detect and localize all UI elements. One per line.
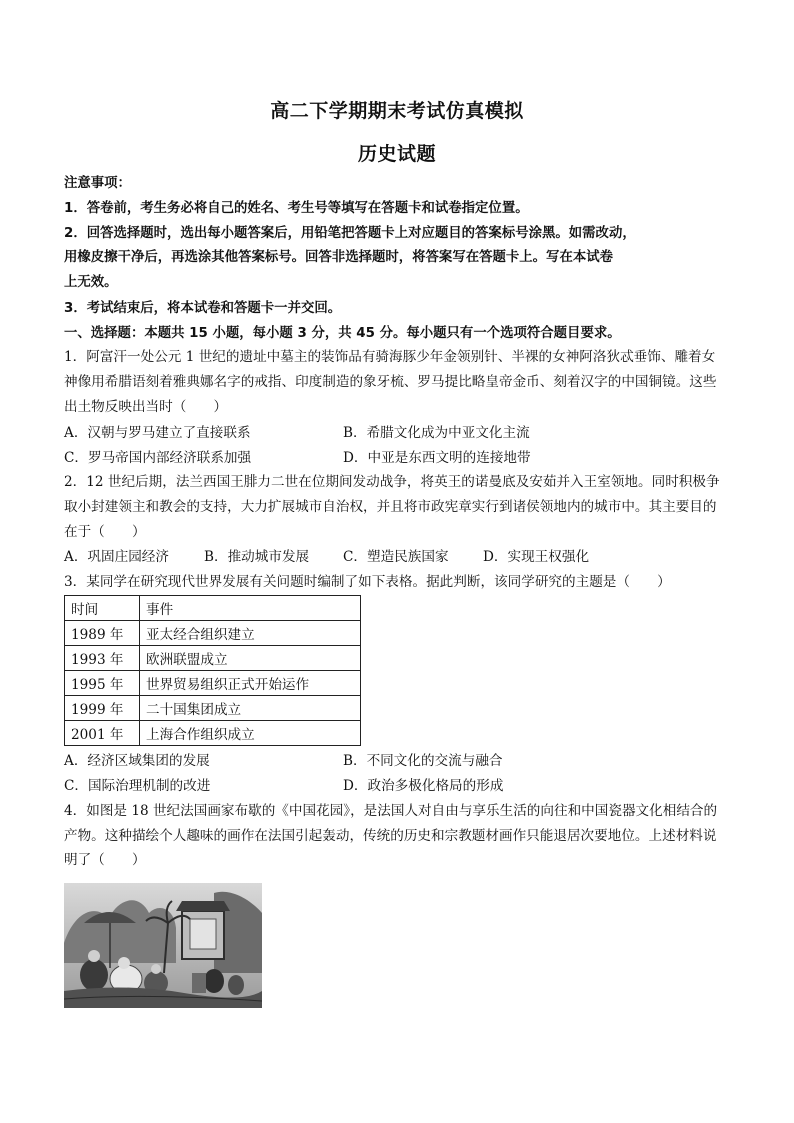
table-row: [65, 621, 361, 646]
table-row: [65, 646, 361, 671]
table-row: [65, 696, 361, 721]
table-cell-year: 1999 年: [65, 696, 140, 721]
q2-line-1: 2．12 世纪后期，法兰西国王腓力二世在位期间发动战争，将英王的诺曼底及安茹并入王室领地。同时积极争: [64, 474, 720, 490]
q4-line-1: 4．如图是 18 世纪法国画家布歇的《中国花园》，是法国人对自由与享乐生活的向往和中国瓷器文化相结合的: [64, 803, 718, 819]
table-cell-year: 1995 年: [65, 671, 140, 696]
q1-option-d[interactable]: D．中亚是东西文明的连接地带: [343, 450, 531, 466]
q1-option-c[interactable]: C．罗马帝国内部经济联系加强: [64, 450, 252, 466]
q3-stem: 3．某同学在研究现代世界发展有关问题时编制了如下表格。据此判断，该同学研究的主题是（ ）: [64, 574, 671, 590]
q2-line-2: 取小封建领主和教会的支持，大力扩展城市自治权，并且将市政宪章实行到诸侯领地内的城市中。其主要目的: [64, 499, 717, 515]
q3-option-c[interactable]: C．国际治理机制的改进: [64, 778, 211, 794]
notes-heading: 注意事项：: [64, 176, 131, 191]
exam-title: 高二下学期期末考试仿真模拟: [270, 100, 524, 122]
q4-line-3: 明了（ ）: [64, 852, 146, 868]
table-cell-year: 1989 年: [65, 621, 140, 646]
q3-option-b[interactable]: B．不同文化的交流与融合: [343, 753, 503, 769]
q3-option-d[interactable]: D．政治多极化格局的形成: [343, 778, 504, 794]
table-cell-event: 上海合作组织成立: [140, 721, 361, 746]
table-cell-year: 1993 年: [65, 646, 140, 671]
table-cell-event: 世界贸易组织正式开始运作: [140, 671, 361, 696]
table-cell-event: 亚太经合组织建立: [140, 621, 361, 646]
table-cell-event: 欧洲联盟成立: [140, 646, 361, 671]
notes-line-5: 3．考试结束后，将本试卷和答题卡一并交回。: [64, 301, 342, 316]
table-cell-year: 2001 年: [65, 721, 140, 746]
q2-line-3: 在于（ ）: [64, 524, 146, 540]
notes-line-4: 上无效。: [64, 275, 118, 290]
table-header-event: 事件: [140, 596, 361, 621]
q2-option-b[interactable]: B．推动城市发展: [204, 549, 310, 565]
q1-line-3: 出土物反映出当时（ ）: [64, 399, 228, 415]
table-row: [65, 721, 361, 746]
q2-option-a[interactable]: A．巩固庄园经济: [64, 549, 169, 565]
events-table: [64, 595, 361, 746]
notes-line-3: 用橡皮擦干净后，再选涂其他答案标号。回答非选择题时，将答案写在答题卡上。写在本试卷: [64, 250, 614, 265]
table-cell-event: 二十国集团成立: [140, 696, 361, 721]
notes-line-1: 1．答卷前，考生务必将自己的姓名、考生号等填写在答题卡和试卷指定位置。: [64, 201, 529, 216]
notes-line-2: 2．回答选择题时，选出每小题答案后，用铅笔把答题卡上对应题目的答案标号涂黑。如需改动，: [64, 226, 636, 241]
q1-line-1: 1．阿富汗一处公元 1 世纪的遗址中墓主的装饰品有骑海豚少年金领别针、半裸的女神阿洛狄忒垂饰、雕着女: [64, 349, 716, 365]
table-row: [65, 671, 361, 696]
table-header-time: 时间: [65, 596, 140, 621]
section-heading: 一、选择题：本题共 15 小题，每小题 3 分，共 45 分。每小题只有一个选项符合题目要求。: [64, 326, 621, 341]
table-header-row: [65, 596, 361, 621]
q4-line-2: 产物。这种描绘个人趣味的画作在法国引起轰动，传统的历史和宗教题材画作只能退居次要地位。上述材料说: [64, 828, 717, 844]
chinese-garden-painting: [64, 883, 262, 1008]
q1-option-a[interactable]: A．汉朝与罗马建立了直接联系: [64, 425, 251, 441]
q2-option-c[interactable]: C．塑造民族国家: [343, 549, 449, 565]
q1-line-2: 神像用希腊语刻着雅典娜名字的戒指、印度制造的象牙梳、罗马提比略皇帝金币、刻着汉字的中国铜镜。这些: [64, 374, 717, 390]
q1-option-b[interactable]: B．希腊文化成为中亚文化主流: [343, 425, 530, 441]
q2-option-d[interactable]: D．实现王权强化: [483, 549, 590, 565]
exam-subtitle: 历史试题: [357, 143, 436, 165]
q3-option-a[interactable]: A．经济区域集团的发展: [64, 753, 210, 769]
